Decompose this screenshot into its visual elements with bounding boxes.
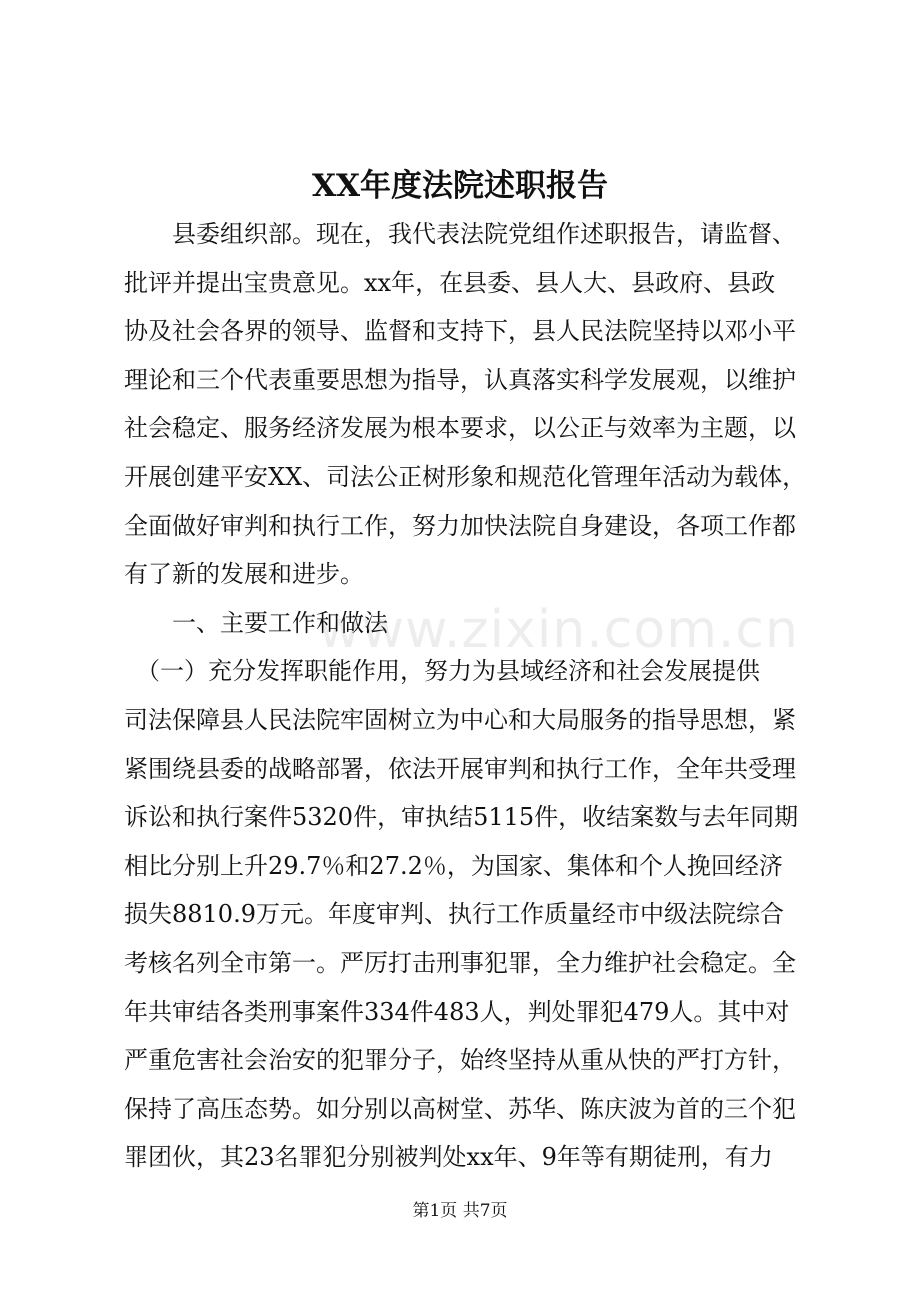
body-line: 年共审结各类刑事案件334件483人，判处罪犯479人。其中对 <box>124 997 790 1026</box>
body-line: 开展创建平安XX、司法公正树形象和规范化管理年活动为载体， <box>124 463 807 491</box>
body-line: 理论和三个代表重要思想为指导，认真落实科学发展观，以维护 <box>124 365 796 394</box>
body-line: 紧围绕县委的战略部署，依法开展审判和执行工作，全年共受理 <box>124 754 796 783</box>
body-line: 损失8810.9万元。年度审判、执行工作质量经市中级法院综合 <box>124 900 784 929</box>
page-footer: 第1页 共7页 <box>412 1201 508 1221</box>
body-line: 司法保障县人民法院牢固树立为中心和大局服务的指导思想，紧 <box>124 706 796 734</box>
body-line: 协及社会各界的领导、监督和支持下，县人民法院坚持以邓小平 <box>124 317 796 346</box>
body-line: 严重危害社会治安的犯罪分子，始终坚持从重从快的严打方针， <box>124 1046 796 1075</box>
body-line: 考核名列全市第一。严厉打击刑事犯罪，全力维护社会稳定。全 <box>124 949 796 977</box>
body-line: 罪团伙，其23名罪犯分别被判处xx年、9年等有期徒刑，有力 <box>124 1143 773 1172</box>
watermark: www.zixin.com.cn <box>318 600 799 660</box>
body-line: 全面做好审判和执行工作，努力加快法院自身建设，各项工作都 <box>124 511 796 540</box>
body-line: 批评并提出宝贵意见。xx年，在县委、县人大、县政府、县政 <box>124 268 776 297</box>
body-line: 有了新的发展和进步。 <box>124 560 364 589</box>
body-line: 社会稳定、服务经济发展为根本要求，以公正与效率为主题，以 <box>124 414 796 443</box>
document-title: XX年度法院述职报告 <box>311 168 609 204</box>
body-line: （一）充分发挥职能作用，努力为县域经济和社会发展提供 <box>124 657 760 686</box>
body-line: 诉讼和执行案件5320件，审执结5115件，收结案数与去年同期 <box>124 803 799 832</box>
body-line: 一、主要工作和做法 <box>124 608 388 637</box>
body-line: 县委组织部。现在，我代表法院党组作述职报告，请监督、 <box>124 220 796 248</box>
body-line: 保持了高压态势。如分别以高树堂、苏华、陈庆波为首的三个犯 <box>124 1094 796 1123</box>
body-line: 相比分别上升29.7％和27.2％，为国家、集体和个人挽回经济 <box>124 851 783 880</box>
